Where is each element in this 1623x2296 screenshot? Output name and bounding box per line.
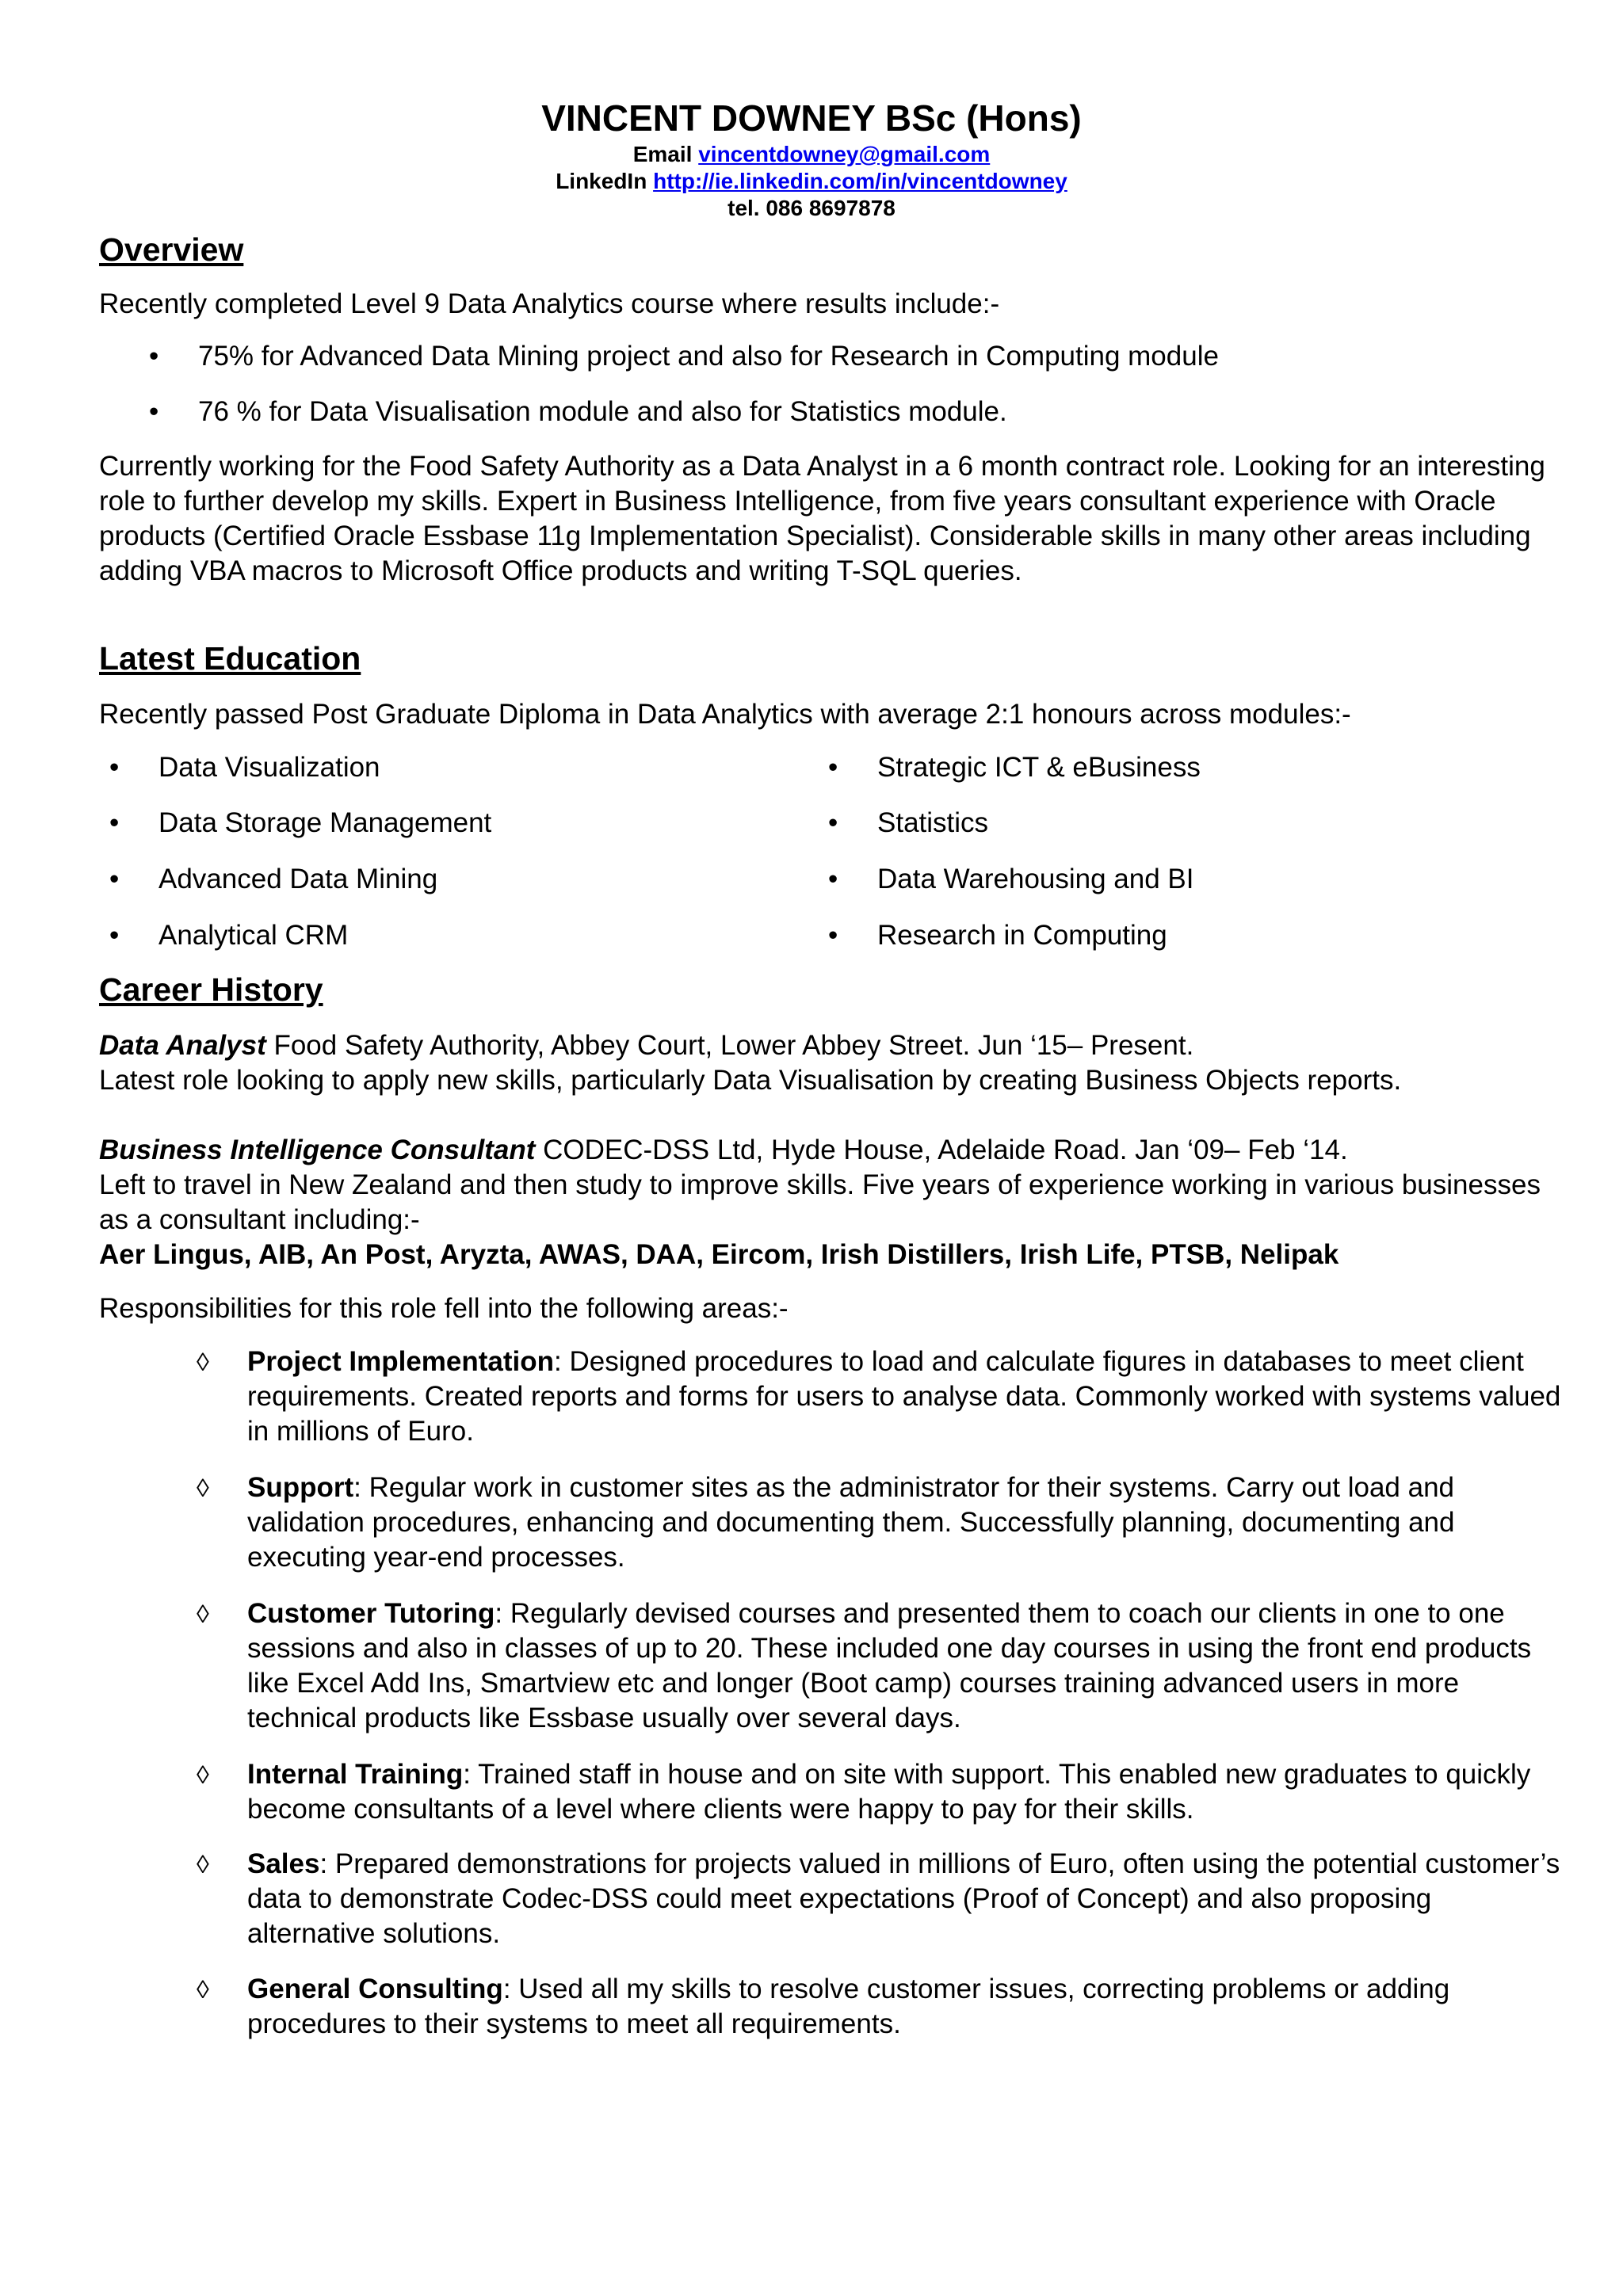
responsibility-text: : Designed procedures to load and calculate figures in databases to meet client requirements. Created reports and forms for users to analyse data. Commonly worked with systems valued in millions of Euro. bbox=[247, 1346, 1561, 1447]
responsibility-text: : Prepared demonstrations for projects valued in millions of Euro, often using the potential customer’s data to demonstrate Codec-DSS could meet expectations (Proof of Concept) and also proposing alternative solutions. bbox=[247, 1848, 1560, 1949]
bullet-dot: • bbox=[828, 864, 838, 894]
responsibility-item bbox=[247, 1596, 1563, 1736]
education-intro: Recently passed Post Graduate Diploma in Data Analytics with average 2:1 honours across modules:- bbox=[99, 699, 1351, 730]
diamond-bullet-icon: ◊ bbox=[197, 1760, 209, 1789]
email-label: Email bbox=[632, 142, 693, 166]
job-2-title: Business Intelligence Consultant bbox=[99, 1135, 536, 1165]
responsibility-title: Customer Tutoring bbox=[247, 1598, 495, 1629]
resume-header bbox=[0, 95, 1623, 222]
responsibility-item bbox=[247, 1757, 1563, 1827]
bullet-dot: • bbox=[109, 864, 120, 894]
overview-result-1: 75% for Advanced Data Mining project and also for Research in Computing module bbox=[198, 341, 1219, 372]
module-item: Data Storage Management bbox=[158, 807, 492, 838]
job-1-header bbox=[99, 1028, 1557, 1063]
module-item: Analytical CRM bbox=[158, 920, 349, 951]
bullet-dot: • bbox=[109, 807, 120, 838]
overview-result-2: 76 % for Data Visualisation module and also for Statistics module. bbox=[198, 396, 1007, 427]
module-item: Research in Computing bbox=[877, 920, 1167, 951]
diamond-bullet-icon: ◊ bbox=[197, 1348, 209, 1376]
responsibility-item bbox=[247, 1470, 1563, 1575]
overview-intro: Recently completed Level 9 Data Analytics course where results include:- bbox=[99, 288, 1000, 319]
diamond-bullet-icon: ◊ bbox=[197, 1600, 209, 1628]
diamond-bullet-icon: ◊ bbox=[197, 1975, 209, 2004]
bullet-dot: • bbox=[828, 752, 838, 783]
responsibility-item bbox=[247, 1972, 1563, 2042]
responsibility-text: : Regularly devised courses and presented them to coach our clients in one to one sessions and also in classes of up to 20. These included one day courses in using the front end products like Excel Add Ins, Smartview etc and longer (Boot camp) courses training advanced users in more technical products like Essbase usually over several days. bbox=[247, 1598, 1532, 1733]
career-heading: Career History bbox=[99, 971, 323, 1008]
module-item: Data Visualization bbox=[158, 752, 380, 783]
responsibility-title: Sales bbox=[247, 1848, 320, 1879]
overview-summary: Currently working for the Food Safety Authority as a Data Analyst in a 6 month contract role. Looking for an interesting role to further develop my skills. Expert in Business Intelligence, from five years consultant experience with Oracle products (Certified Oracle Essbase 11g Implementation Specialist). Considerable skills in many other areas including adding VBA macros to Microsoft Office products and writing T-SQL queries. bbox=[99, 451, 1545, 586]
education-heading: Latest Education bbox=[99, 640, 361, 677]
module-item: Advanced Data Mining bbox=[158, 864, 438, 894]
job-1-title: Data Analyst bbox=[99, 1030, 266, 1061]
module-item: Strategic ICT & eBusiness bbox=[877, 752, 1201, 783]
linkedin-line bbox=[0, 168, 1623, 195]
bullet-dot: • bbox=[109, 752, 120, 783]
bullet-dot: • bbox=[828, 920, 838, 951]
responsibility-text: : Used all my skills to resolve customer issues, correcting problems or adding procedures to their systems to meet all requirements. bbox=[247, 1974, 1450, 2039]
job-2-description: Left to travel in New Zealand and then study to improve skills. Five years of experience working in various businesses as a consultant including:- bbox=[99, 1169, 1541, 1235]
module-item: Data Warehousing and BI bbox=[877, 864, 1194, 894]
diamond-bullet-icon: ◊ bbox=[197, 1474, 209, 1502]
responsibility-item bbox=[247, 1344, 1563, 1449]
job-1-description: Latest role looking to apply new skills, particularly Data Visualisation by creating Business Objects reports. bbox=[99, 1065, 1402, 1096]
bullet-dot: • bbox=[109, 920, 120, 951]
responsibility-title: General Consulting bbox=[247, 1974, 503, 2004]
responsibility-title: Internal Training bbox=[247, 1759, 464, 1790]
responsibility-text: : Regular work in customer sites as the administrator for their systems. Carry out load and validation procedures, enhancing and documenting them. Successfully planning, documenting and executing year-end processes. bbox=[247, 1472, 1455, 1573]
job-1-details: Food Safety Authority, Abbey Court, Lower Abbey Street. Jun ‘15– Present. bbox=[265, 1030, 1194, 1061]
job-2-details: CODEC-DSS Ltd, Hyde House, Adelaide Road. Jan ‘09– Feb ‘14. bbox=[535, 1135, 1348, 1165]
bullet-dot: • bbox=[828, 807, 838, 838]
phone-number: tel. 086 8697878 bbox=[727, 196, 896, 220]
job-2-header bbox=[99, 1133, 1557, 1168]
linkedin-label: LinkedIn bbox=[556, 169, 647, 193]
candidate-name: VINCENT DOWNEY BSc (Hons) bbox=[541, 97, 1082, 139]
bullet-dot: • bbox=[149, 341, 159, 372]
responsibility-title: Support bbox=[247, 1472, 354, 1503]
diamond-bullet-icon: ◊ bbox=[197, 1850, 209, 1878]
job-2-clients: Aer Lingus, AIB, An Post, Aryzta, AWAS, DAA, Eircom, Irish Distillers, Irish Life, PTSB, Nelipak bbox=[99, 1239, 1339, 1270]
linkedin-link[interactable]: http://ie.linkedin.com/in/vincentdowney bbox=[653, 169, 1067, 193]
responsibility-title: Project Implementation bbox=[247, 1346, 555, 1377]
email-line bbox=[0, 141, 1623, 168]
responsibilities-intro: Responsibilities for this role fell into the following areas:- bbox=[99, 1293, 789, 1324]
responsibility-item bbox=[247, 1847, 1563, 1951]
module-item: Statistics bbox=[877, 807, 989, 838]
overview-heading: Overview bbox=[99, 231, 244, 268]
bullet-dot: • bbox=[149, 396, 159, 427]
email-link[interactable]: vincentdowney@gmail.com bbox=[698, 142, 991, 166]
responsibility-text: : Trained staff in house and on site with support. This enabled new graduates to quickly become consultants of a level where clients were happy to pay for their skills. bbox=[247, 1759, 1531, 1825]
